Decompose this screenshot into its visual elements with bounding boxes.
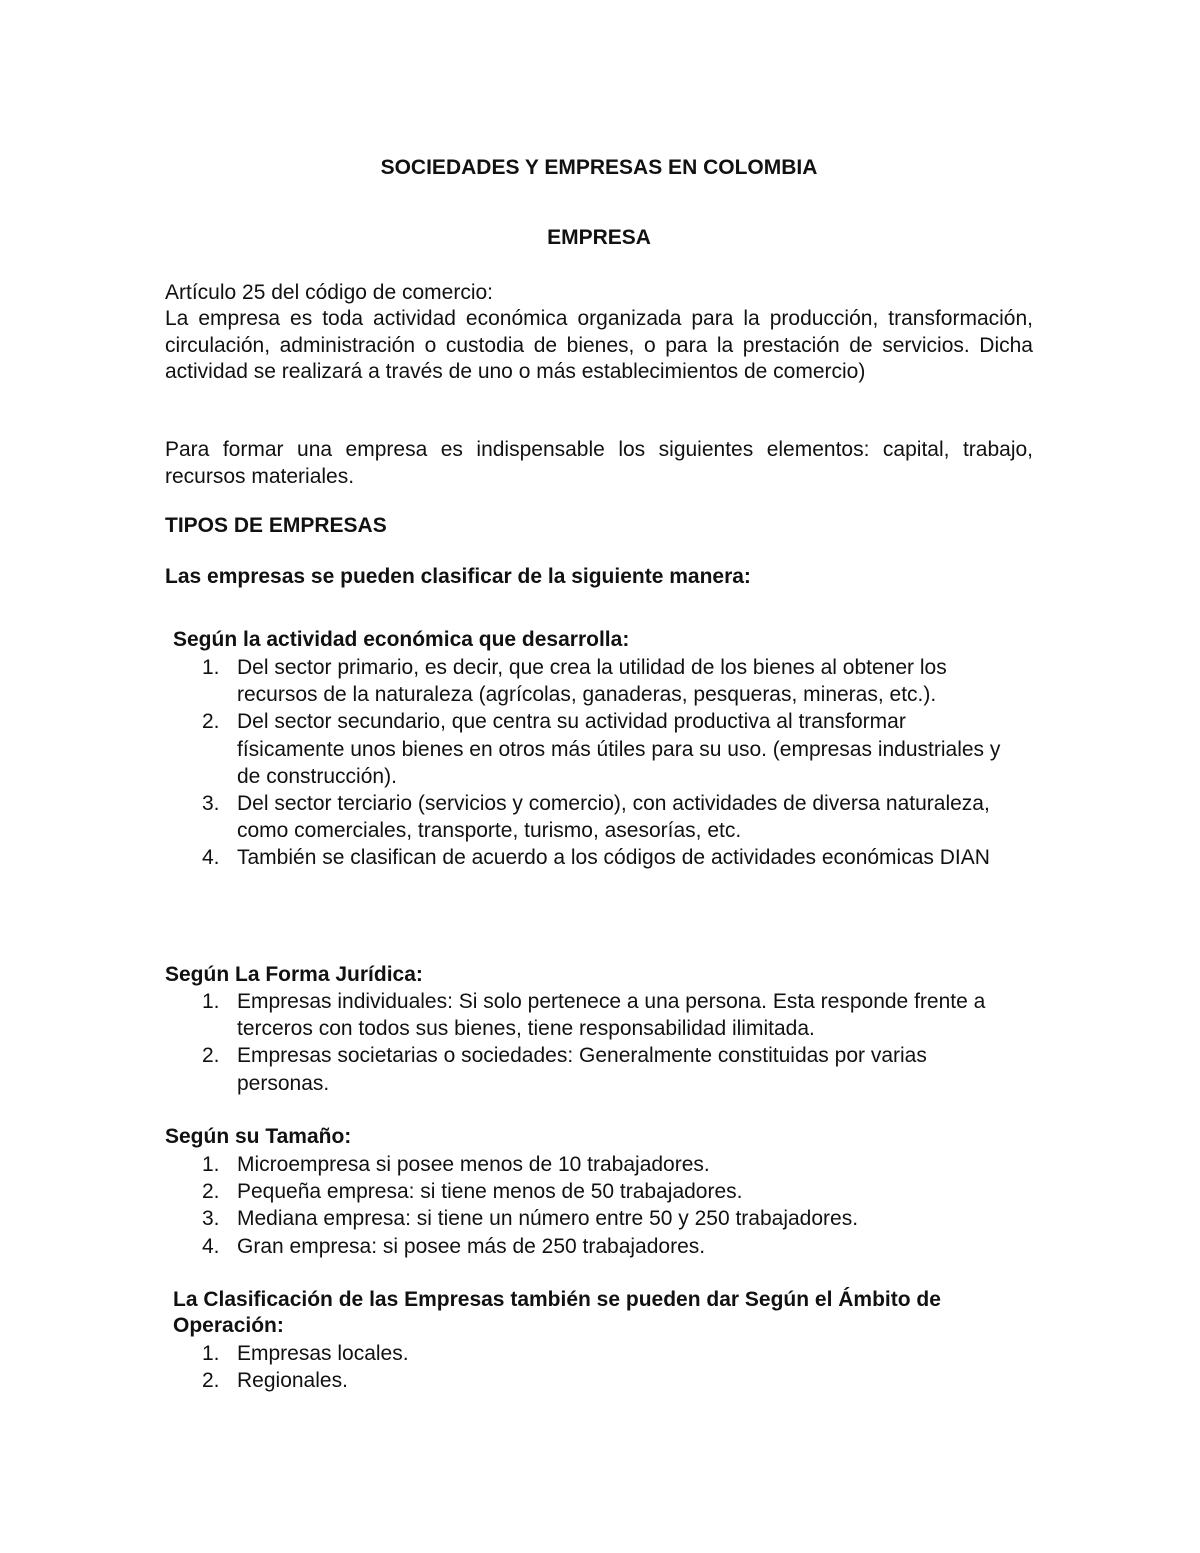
list-item-number: 3. bbox=[202, 792, 220, 816]
article-reference: Artículo 25 del código de comercio: bbox=[165, 281, 494, 304]
list-item-text: Empresas individuales: Si solo pertenece a una persona. Esta responde frente a terceros con todos sus bienes, tiene responsabilidad ilimitada. bbox=[237, 990, 986, 1041]
list-item-number: 1. bbox=[202, 656, 220, 679]
size-heading: Según su Tamaño: bbox=[165, 1125, 352, 1148]
list-item bbox=[165, 1151, 1033, 1178]
list-item-text: Empresas societarias o sociedades: Generalmente constituidas por varias personas. bbox=[237, 1044, 927, 1095]
list-item-text: Regionales. bbox=[237, 1369, 348, 1393]
list-item bbox=[165, 844, 1033, 871]
list-item-text: Pequeña empresa: si tiene menos de 50 trabajadores. bbox=[237, 1180, 743, 1204]
list-item bbox=[165, 708, 1033, 790]
list-item-number: 4. bbox=[202, 846, 220, 870]
list-item-text: Empresas locales. bbox=[237, 1342, 409, 1365]
size-list bbox=[165, 1151, 1033, 1260]
list-item-number: 2. bbox=[202, 1180, 220, 1204]
list-item bbox=[165, 654, 1033, 708]
list-item bbox=[165, 1340, 1033, 1367]
list-item-text: Mediana empresa: si tiene un número entre 50 y 250 trabajadores. bbox=[237, 1207, 859, 1231]
scope-heading: La Clasificación de las Empresas también se pueden dar Según el Ámbito de Operación: bbox=[173, 1288, 941, 1337]
list-item-number: 2. bbox=[202, 1044, 220, 1068]
list-item bbox=[165, 1367, 1033, 1394]
list-item bbox=[165, 1178, 1033, 1205]
list-item-text: Del sector terciario (servicios y comercio), con actividades de diversa naturaleza, como comerciales, transporte, turismo, asesorías, etc. bbox=[237, 792, 990, 843]
list-item bbox=[165, 790, 1033, 844]
list-item-text: Microempresa si posee menos de 10 trabajadores. bbox=[237, 1153, 710, 1176]
document-title: SOCIEDADES Y EMPRESAS EN COLOMBIA bbox=[380, 156, 818, 179]
list-item-number: 2. bbox=[202, 1369, 220, 1393]
list-item-number: 1. bbox=[202, 990, 220, 1013]
list-item bbox=[165, 1042, 1033, 1096]
list-item bbox=[165, 1233, 1033, 1260]
legal-form-list bbox=[165, 988, 1033, 1097]
list-item-number: 1. bbox=[202, 1342, 220, 1365]
list-item bbox=[165, 1205, 1033, 1232]
activity-list bbox=[165, 654, 1033, 872]
legal-form-heading: Según La Forma Jurídica: bbox=[165, 963, 423, 986]
list-item-number: 1. bbox=[202, 1153, 220, 1176]
list-item-text: Del sector secundario, que centra su actividad productiva al transformar físicamente unos bienes en otros más útiles para su uso. (empresas industriales y de construcción). bbox=[237, 710, 1001, 788]
activity-heading: Según la actividad económica que desarrolla: bbox=[173, 628, 630, 651]
types-heading: TIPOS DE EMPRESAS bbox=[165, 514, 387, 537]
list-item-number: 3. bbox=[202, 1207, 220, 1231]
list-item-number: 4. bbox=[202, 1234, 220, 1258]
classification-intro: Las empresas se pueden clasificar de la siguiente manera: bbox=[165, 565, 751, 588]
elements-paragraph: Para formar una empresa es indispensable los siguientes elementos: capital, trabajo, recursos materiales. bbox=[165, 438, 1033, 488]
list-item-text: Del sector primario, es decir, que crea la utilidad de los bienes al obtener los recursos de la naturaleza (agrícolas, ganaderas, pesqueras, mineras, etc.). bbox=[237, 656, 947, 707]
list-item-number: 2. bbox=[202, 710, 220, 734]
scope-list bbox=[165, 1340, 1033, 1394]
section-title-empresa: EMPRESA bbox=[547, 226, 651, 249]
list-item bbox=[165, 988, 1033, 1042]
list-item-text: También se clasifican de acuerdo a los códigos de actividades económicas DIAN bbox=[237, 846, 990, 870]
definition-paragraph: La empresa es toda actividad económica organizada para la producción, transformación, circulación, administración o custodia de bienes, o para la prestación de servicios. Dicha actividad se realizará a través de uno o más establecimientos de comercio) bbox=[165, 307, 1033, 383]
list-item-text: Gran empresa: si posee más de 250 trabajadores. bbox=[237, 1234, 706, 1258]
